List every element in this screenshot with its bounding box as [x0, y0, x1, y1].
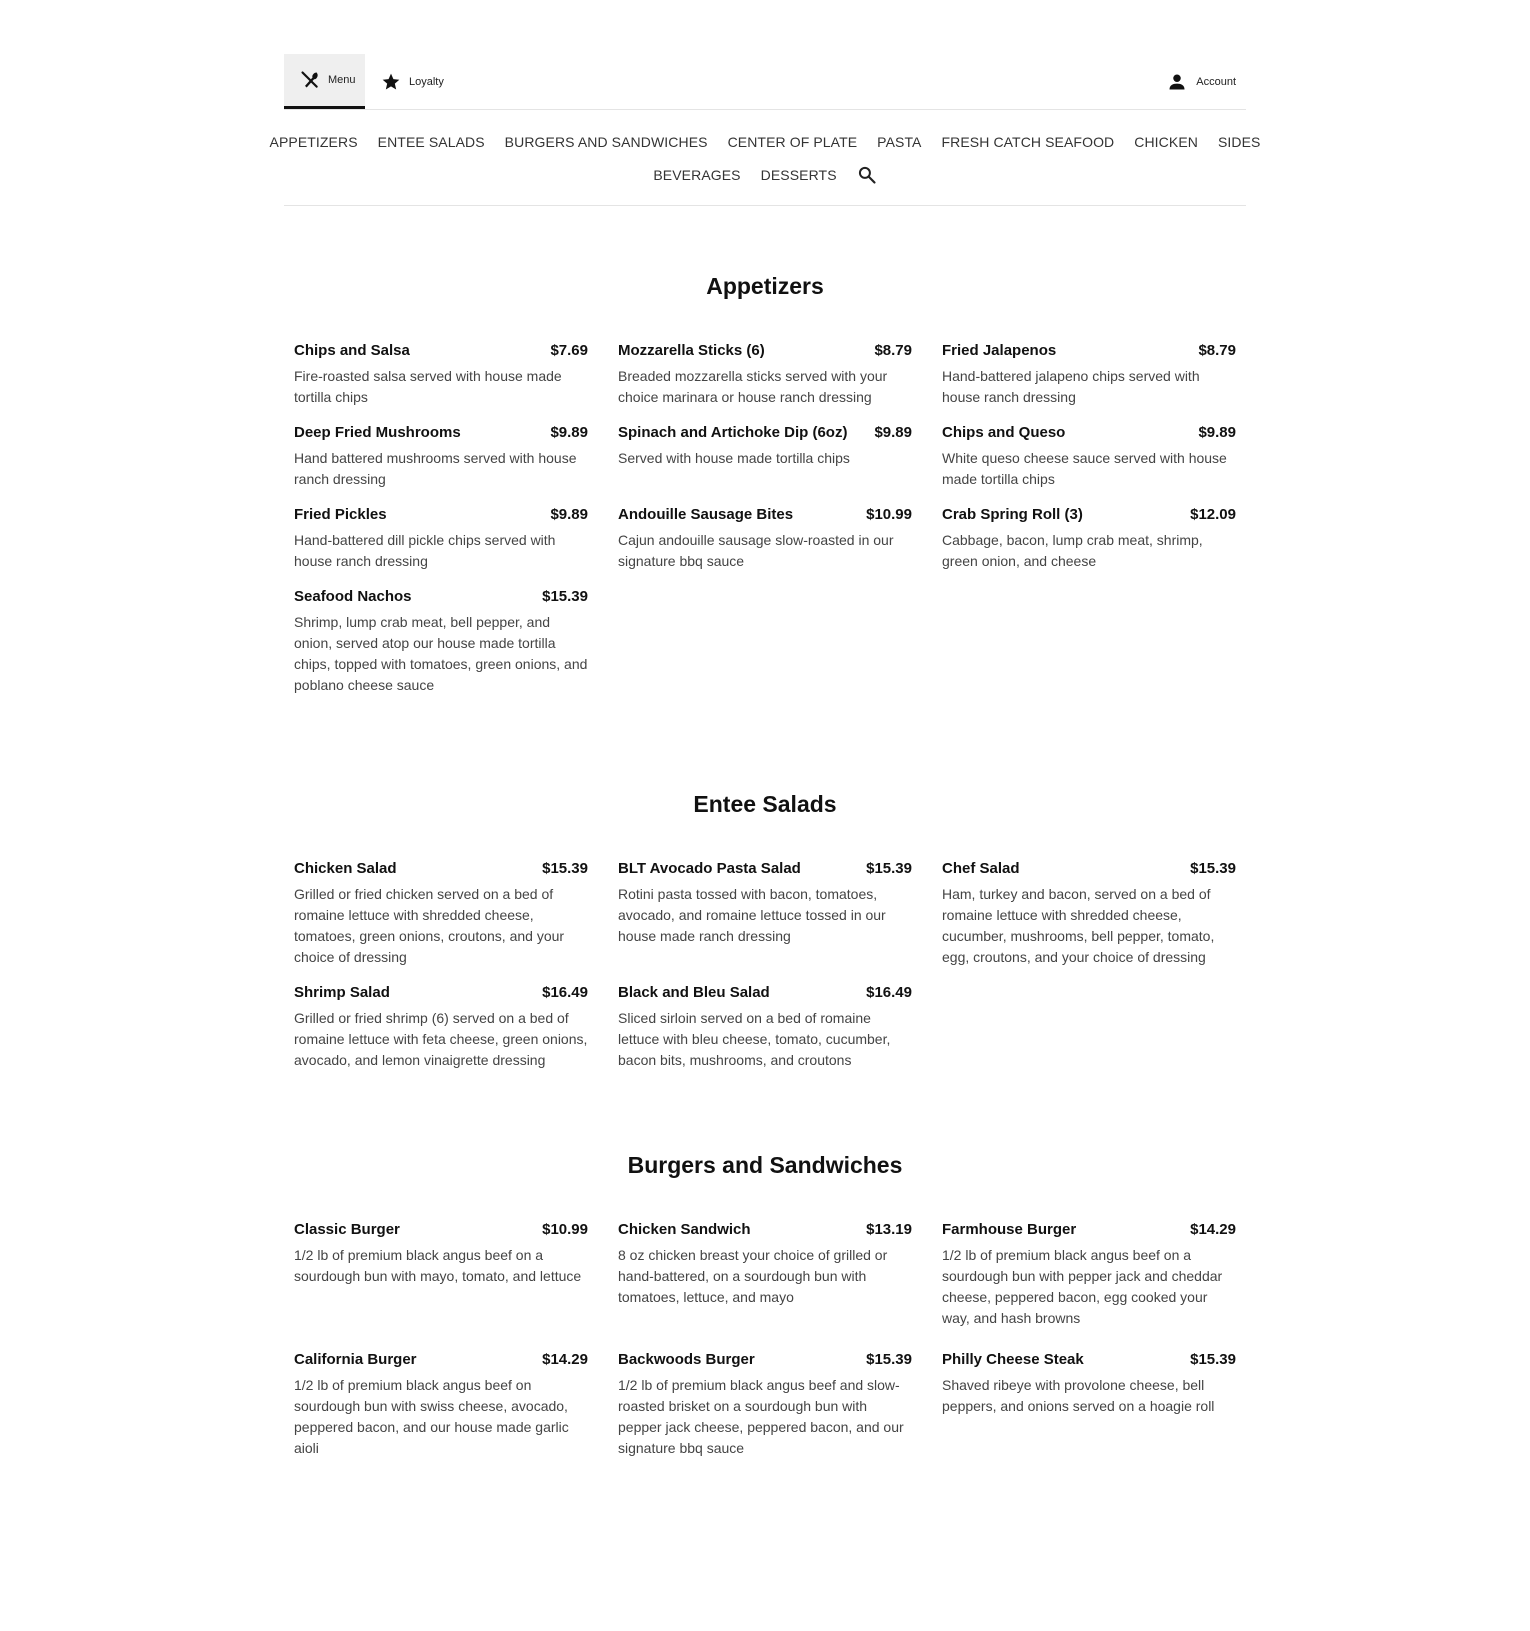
item-description: Served with house made tortilla chips: [618, 450, 850, 466]
item-price: $8.79: [1198, 342, 1236, 359]
item-name: Chicken Sandwich: [618, 1221, 751, 1238]
search-icon[interactable]: [857, 165, 877, 185]
category-center-of-plate[interactable]: CENTER OF PLATE: [727, 133, 858, 150]
item-price: $15.39: [1190, 1351, 1236, 1368]
section-entee-salads: [284, 696, 1246, 1071]
item-price: $13.19: [866, 1221, 912, 1238]
menu-item[interactable]: [618, 1349, 912, 1459]
category-desserts[interactable]: DESSERTS: [760, 166, 837, 183]
item-description: 1/2 lb of premium black angus beef on a sourdough bun with pepper jack and cheddar cheese, peppered bacon, egg cooked your way, and hash browns: [942, 1247, 1223, 1326]
item-description: White queso cheese sauce served with house made tortilla chips: [942, 450, 1227, 487]
section-appetizers: [284, 206, 1246, 696]
item-price: $15.39: [542, 588, 588, 605]
category-nav: [269, 110, 1261, 206]
item-name: BLT Avocado Pasta Salad: [618, 860, 801, 877]
item-price: $9.89: [874, 424, 912, 441]
menu-item[interactable]: [294, 586, 588, 696]
item-description: Ham, turkey and bacon, served on a bed of romaine lettuce with shredded cheese, cucumber, mushrooms, bell pepper, tomato, egg, croutons, and your choice of dressing: [942, 886, 1215, 965]
account-button[interactable]: [1151, 54, 1246, 109]
menu-item[interactable]: [942, 1219, 1236, 1329]
menu-item[interactable]: [618, 340, 912, 408]
menu-tab-label: Menu: [328, 74, 356, 86]
item-price: $12.09: [1190, 506, 1236, 523]
item-name: Chef Salad: [942, 860, 1020, 877]
item-price: $10.99: [866, 506, 912, 523]
account-label: Account: [1196, 75, 1236, 88]
item-name: Shrimp Salad: [294, 984, 390, 1001]
item-description: Shrimp, lump crab meat, bell pepper, and onion, served atop our house made tortilla chips, topped with tomatoes, green onions, and poblano cheese sauce: [294, 614, 588, 693]
item-price: $15.39: [866, 860, 912, 877]
menu-item[interactable]: [294, 1349, 588, 1459]
item-description: Sliced sirloin served on a bed of romaine lettuce with bleu cheese, tomato, cucumber, bacon bits, mushrooms, and croutons: [618, 1010, 891, 1068]
item-description: 8 oz chicken breast your choice of grilled or hand-battered, on a sourdough bun with tomatoes, lettuce, and mayo: [618, 1247, 888, 1305]
category-fresh-catch-seafood[interactable]: FRESH CATCH SEAFOOD: [941, 133, 1115, 150]
item-description: Grilled or fried chicken served on a bed of romaine lettuce with shredded cheese, tomatoes, green onions, croutons, and your choice of dressing: [294, 886, 565, 965]
item-description: 1/2 lb of premium black angus beef on sourdough bun with swiss cheese, avocado, peppered bacon, and our house made garlic aioli: [294, 1377, 569, 1456]
menu-item[interactable]: [294, 858, 588, 968]
menu-item[interactable]: [942, 422, 1236, 490]
item-description: 1/2 lb of premium black angus beef and slow-roasted brisket on a sourdough bun with pepper jack cheese, peppered bacon, and our signature bbq sauce: [618, 1377, 904, 1456]
section-title: Burgers and Sandwiches: [627, 1152, 903, 1178]
menu-item[interactable]: [618, 1219, 912, 1329]
item-price: $15.39: [542, 860, 588, 877]
menu-tab[interactable]: [284, 54, 365, 109]
menu-item[interactable]: [942, 858, 1236, 968]
menu-item[interactable]: [294, 422, 588, 490]
menu-item[interactable]: [942, 504, 1236, 572]
item-description: Rotini pasta tossed with bacon, tomatoes, avocado, and romaine lettuce tossed in our house made ranch dressing: [618, 886, 886, 944]
section-title: Appetizers: [706, 273, 824, 299]
item-price: $10.99: [542, 1221, 588, 1238]
menu-item[interactable]: [294, 504, 588, 572]
category-chicken[interactable]: CHICKEN: [1134, 133, 1198, 150]
item-name: Seafood Nachos: [294, 588, 412, 605]
menu-item[interactable]: [942, 1349, 1236, 1459]
item-name: Fried Jalapenos: [942, 342, 1057, 359]
item-description: Shaved ribeye with provolone cheese, bell peppers, and onions served on a hoagie roll: [942, 1377, 1215, 1414]
menu-item[interactable]: [942, 340, 1236, 408]
section-burgers-and-sandwiches: [284, 1071, 1246, 1459]
item-name: Classic Burger: [294, 1221, 400, 1238]
menu-item[interactable]: [618, 504, 912, 572]
item-description: Fire-roasted salsa served with house made tortilla chips: [294, 368, 562, 405]
category-burgers-and-sandwiches[interactable]: BURGERS AND SANDWICHES: [504, 133, 708, 150]
item-description: Cabbage, bacon, lump crab meat, shrimp, green onion, and cheese: [942, 532, 1203, 569]
item-name: Chicken Salad: [294, 860, 397, 877]
loyalty-tab-label: Loyalty: [409, 75, 444, 88]
item-price: $16.49: [542, 984, 588, 1001]
item-price: $14.29: [542, 1351, 588, 1368]
loyalty-tab[interactable]: [365, 54, 454, 109]
top-bar: [284, 54, 1246, 110]
item-name: Chips and Queso: [942, 424, 1066, 441]
item-description: 1/2 lb of premium black angus beef on a sourdough bun with mayo, tomato, and lettuce: [294, 1247, 582, 1284]
menu-item[interactable]: [294, 982, 588, 1071]
menu-item[interactable]: [618, 422, 912, 490]
item-name: Andouille Sausage Bites: [618, 506, 794, 523]
item-name: Backwoods Burger: [618, 1351, 755, 1368]
star-icon: [381, 72, 401, 92]
menu-item[interactable]: [294, 1219, 588, 1329]
item-price: $8.79: [874, 342, 912, 359]
menu-grid: [284, 820, 1246, 1071]
page: [269, 0, 1261, 1459]
item-description: Breaded mozzarella sticks served with your choice marinara or house ranch dressing: [618, 368, 888, 405]
menu-grid: [284, 1181, 1246, 1459]
menu-item[interactable]: [618, 858, 912, 968]
category-sides[interactable]: SIDES: [1217, 133, 1261, 150]
section-title: Entee Salads: [693, 791, 837, 817]
item-name: Chips and Salsa: [294, 342, 410, 359]
item-price: $14.29: [1190, 1221, 1236, 1238]
item-price: $9.89: [550, 424, 588, 441]
fork-knife-icon: [300, 70, 320, 90]
item-description: Hand-battered jalapeno chips served with house ranch dressing: [942, 368, 1200, 405]
category-beverages[interactable]: BEVERAGES: [653, 166, 741, 183]
item-name: Crab Spring Roll (3): [942, 506, 1083, 523]
item-name: Deep Fried Mushrooms: [294, 424, 461, 441]
item-price: $9.89: [550, 506, 588, 523]
item-description: Hand battered mushrooms served with house ranch dressing: [294, 450, 577, 487]
item-price: $15.39: [1190, 860, 1236, 877]
item-name: Fried Pickles: [294, 506, 387, 523]
user-icon: [1167, 72, 1187, 92]
item-name: Spinach and Artichoke Dip (6oz): [618, 424, 848, 441]
item-price: $15.39: [866, 1351, 912, 1368]
category-row-1: [269, 125, 1261, 158]
item-price: $7.69: [550, 342, 588, 359]
item-price: $16.49: [866, 984, 912, 1001]
topbar-spacer: [454, 54, 1151, 109]
item-description: Grilled or fried shrimp (6) served on a bed of romaine lettuce with feta cheese, green onions, avocado, and lemon vinaigrette dressing: [294, 1010, 588, 1068]
item-name: California Burger: [294, 1351, 417, 1368]
category-appetizers[interactable]: APPETIZERS: [269, 133, 358, 150]
menu-item[interactable]: [618, 982, 912, 1071]
category-entee-salads[interactable]: ENTEE SALADS: [377, 133, 485, 150]
item-name: Farmhouse Burger: [942, 1221, 1077, 1238]
item-name: Black and Bleu Salad: [618, 984, 770, 1001]
category-pasta[interactable]: PASTA: [877, 133, 922, 150]
item-description: Cajun andouille sausage slow-roasted in our signature bbq sauce: [618, 532, 894, 569]
category-row-2: [284, 158, 1246, 191]
menu-item[interactable]: [294, 340, 588, 408]
menu-grid: [284, 302, 1246, 696]
item-description: Hand-battered dill pickle chips served with house ranch dressing: [294, 532, 556, 569]
item-name: Philly Cheese Steak: [942, 1351, 1084, 1368]
item-name: Mozzarella Sticks (6): [618, 342, 765, 359]
item-price: $9.89: [1198, 424, 1236, 441]
